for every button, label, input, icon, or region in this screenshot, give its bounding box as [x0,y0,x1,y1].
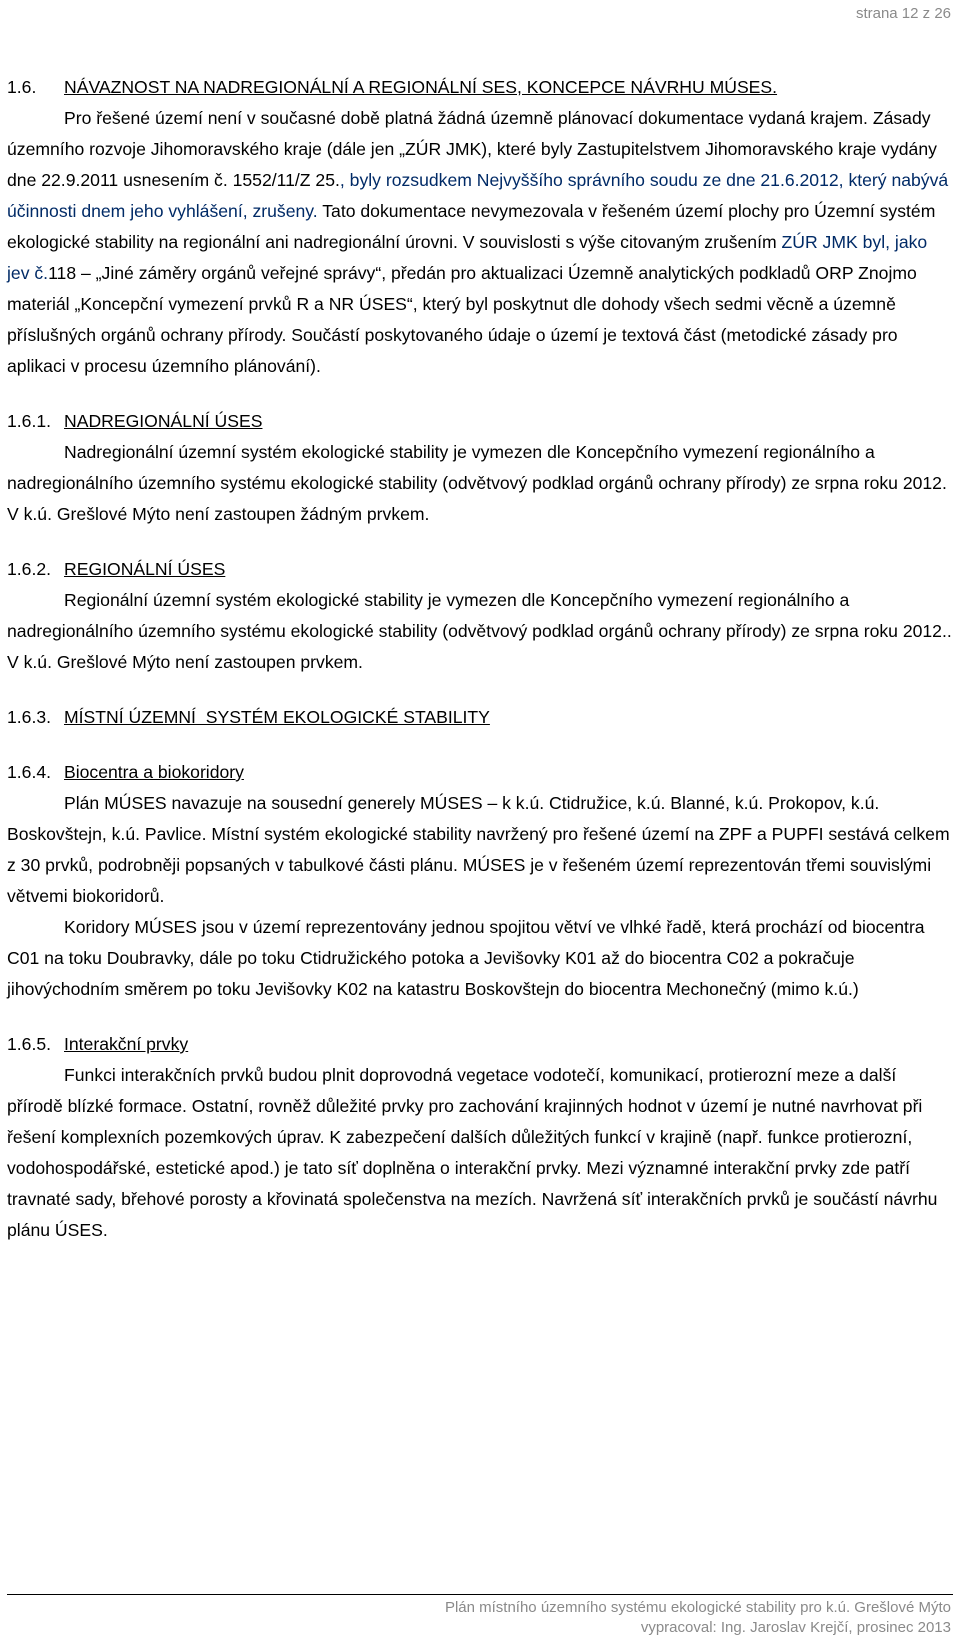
subsection-heading [7,1029,954,1060]
subsection-title: Interakční prvky [64,1034,189,1054]
subsection-paragraph: Nadregionální územní systém ekologické stability je vymezen dle Koncepčního vymezení regionálního a nadregionálního územního systému ekologické stability (odvětvový podklad orgánů ochrany přírody) ze srpna roku 2012. V k.ú. Grešlové Mýto není zastoupen žádným prvkem. [7,442,947,524]
paragraph-text-d: ZÚR JMK byl, jako jev č. [7,232,928,283]
subsection-paragraph: Funkci interakčních prvků budou plnit doprovodná vegetace vodotečí, komunikací, protierozní meze a další přírodě blízké formace. Ostatní, rovněž důležité prvky pro zachování krajinných hodnot v území je nutné navrhovat při řešení komplexních pozemkových úprav. K zabezpečení dalších důležitých funkcí v krajině (např. funkce protierozní, vodohospodářské, estetické apod.) je tato síť doplněna o interakční prvky. Mezi významné interakční prvky zde patří travnaté sady, břehové porosty a křovinatá společenstva na mezích. Navržená síť interakčních prvků je součástí návrhu plánu ÚSES. [7,1065,938,1240]
paragraph-text-b: , byly rozsudkem Nejvyššího správního soudu ze dne 21.6.2012, který nabývá účinnosti dnem jeho vyhlášení, zrušeny. [7,170,949,221]
subsection-heading [7,554,954,585]
section-number: 1.6. [7,77,37,97]
subsection-number: 1.6.4. [7,762,52,782]
subsection-number: 1.6.3. [7,707,52,727]
subsection-title: NADREGIONÁLNÍ ÚSES [64,411,263,431]
subsection-title: MÍSTNÍ ÚZEMNÍ SYSTÉM EKOLOGICKÉ STABILITY [64,707,490,727]
subsection-heading [7,757,954,788]
section-title: NÁVAZNOST NA NADREGIONÁLNÍ A REGIONÁLNÍ SES, KONCEPCE NÁVRHU MÚSES. [64,77,778,97]
page-footer [445,1598,951,1638]
subsection-heading [7,702,954,733]
document-body [7,72,954,1246]
page-number: strana 12 z 26 [855,5,951,22]
section-heading [7,72,954,103]
paragraph-text-a: Pro řešené území není v současné době platná žádná územně plánovací dokumentace vydaná krajem. Zásady územního rozvoje Jihomoravského kraje (dále jen „ZÚR JMK), které byly Zastupitelstvem Jihomoravského kraje vydány dne 22.9.2011 usnesením č. 1552/11/Z 25. [7,108,937,190]
subsection-title: REGIONÁLNÍ ÚSES [64,559,226,579]
footer-author: vypracoval: Ing. Jaroslav Krejčí, prosinec 2013 [640,1619,951,1636]
subsection-paragraph: Regionální územní systém ekologické stability je vymezen dle Koncepčního vymezení regionálního a nadregionálního územního systému ekologické stability (odvětvový podklad orgánů ochrany přírody) ze srpna roku 2012.. V k.ú. Grešlové Mýto není zastoupen prvkem. [7,590,952,672]
footer-divider [7,1594,953,1595]
subsection-heading [7,406,954,437]
footer-title: Plán místního územního systému ekologické stability pro k.ú. Grešlové Mýto [444,1599,951,1616]
subsection-paragraph: Plán MÚSES navazuje na sousední generely MÚSES – k k.ú. Ctidružice, k.ú. Blanné, k.ú. Prokopov, k.ú. Boskovštejn, k.ú. Pavlice. Místní systém ekologické stability navržený pro řešené území na ZPF a PUPFI sestává celkem z 30 prvků, podrobněji popsaných v tabulkové části plánu. MÚSES je v řešeném území reprezentován třemi souvislými větvemi biokoridorů. [7,793,950,906]
section-paragraph [7,103,954,382]
subsection-number: 1.6.1. [7,411,52,431]
subsection-number: 1.6.5. [7,1034,52,1054]
subsection-number: 1.6.2. [7,559,52,579]
subsection-title: Biocentra a biokoridory [64,762,244,782]
subsection-paragraph: Koridory MÚSES jsou v území reprezentovány jednou spojitou větví ve vlhké řadě, která prochází od biocentra C01 na toku Doubravky, dále po toku Ctidružického potoka a Jevišovky K01 až do biocentra C02 a pokračuje jihovýchodním směrem po toku Jevišovky K02 na katastru Boskovštejn do biocentra Mechonečný (mimo k.ú.) [7,917,925,999]
paragraph-text-c: Tato dokumentace nevymezovala v řešeném území plochy pro Územní systém ekologické stability na regionální ani nadregionální úrovni. V souvislosti s výše citovaným zrušením [7,201,936,252]
paragraph-text-e: 118 – „Jiné záměry orgánů veřejné správy“, předán pro aktualizaci Územně analytických podkladů ORP Znojmo materiál „Koncepční vymezení prvků R a NR ÚSES“, který byl poskytnut dle dohody všech sedmi věcně a územně příslušných orgánů ochrany přírody. Součástí poskytovaného údaje o území je textová část (metodické zásady pro aplikaci v procesu územního plánování). [7,263,917,376]
